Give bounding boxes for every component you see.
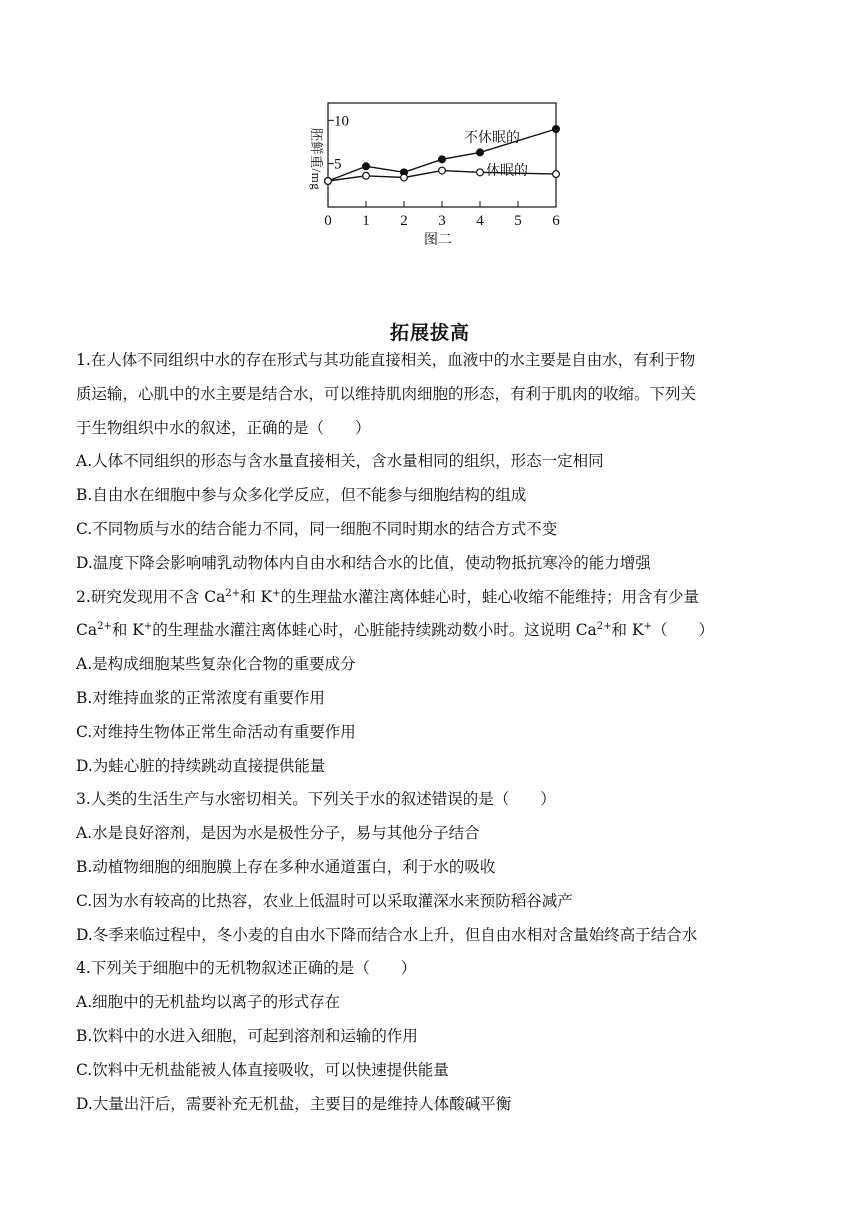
- stem-text: 的生理盐水灌注离体蛙心时，蛙心收缩不能维持；用含有少量: [280, 587, 699, 606]
- question-stem-line: 3.人类的生活生产与水密切相关。下列关于水的叙述错误的是（ ）: [76, 790, 556, 809]
- data-point-series-1: [553, 171, 560, 178]
- question-stem-line: [76, 581, 776, 615]
- x-tick-label: 2: [400, 213, 408, 229]
- option-d: D.大量出汗后，需要补充无机盐，主要目的是维持人体酸碱平衡: [76, 1094, 512, 1113]
- data-point-series-0: [553, 126, 560, 133]
- question-2: [76, 581, 776, 784]
- question-stem-line: [76, 614, 776, 648]
- y-tick-label: 5: [334, 156, 342, 173]
- stem-text: 2.研究发现用不含 Ca: [76, 587, 226, 606]
- option-b: B.对维持血浆的正常浓度有重要作用: [76, 688, 325, 707]
- option-a: A.细胞中的无机盐均以离子的形式存在: [76, 993, 341, 1012]
- y-axis-label: 胚鲜重/mg: [309, 128, 324, 191]
- question-list: [76, 344, 776, 1121]
- data-point-series-0: [477, 149, 484, 156]
- embryo-weight-chart: [290, 100, 570, 260]
- data-point-series-1: [363, 172, 370, 179]
- x-tick-label: 5: [514, 213, 522, 229]
- x-tick-label: 6: [552, 213, 560, 229]
- option-a: A.水是良好溶剂，是因为水是极性分子，易与其他分子结合: [76, 824, 480, 843]
- option-b: B.自由水在细胞中参与众多化学反应，但不能参与细胞结构的组成: [76, 486, 527, 505]
- chart-caption: 图二: [424, 233, 452, 248]
- option-a: A.人体不同组织的形态与含水量直接相关，含水量相同的组织，形态一定相同: [76, 452, 604, 471]
- question-stem-line: 1.在人体不同组织中水的存在形式与其功能直接相关，血液中的水主要是自由水，有利于物: [76, 351, 696, 369]
- question-4: [76, 952, 776, 1121]
- stem-text: Ca: [76, 621, 98, 640]
- option-b: B.饮料中的水进入细胞，可起到溶剂和运输的作用: [76, 1026, 418, 1045]
- stem-text: 的生理盐水灌注离体蛙心时，心脏能持续跳动数小时。这说明 Ca: [152, 621, 597, 640]
- option-c: C.饮料中无机盐能被人体直接吸收，可以快速提供能量: [76, 1060, 449, 1079]
- charge-superscript: 2+: [596, 621, 612, 633]
- stem-text: 和 K: [111, 621, 144, 640]
- data-point-series-1: [325, 178, 332, 185]
- option-c: C.不同物质与水的结合能力不同，同一细胞不同时期水的结合方式不变: [76, 519, 558, 538]
- question-stem-line: 质运输，心肌中的水主要是结合水，可以维持肌肉细胞的形态，有利于肌肉的收缩。下列关: [76, 384, 697, 403]
- charge-superscript: 2+: [225, 587, 241, 599]
- option-a: A.是构成细胞某些复杂化合物的重要成分: [76, 655, 356, 674]
- section-title: 拓展拔高: [389, 322, 470, 344]
- data-point-series-1: [401, 174, 408, 181]
- series-label-not-dormant: 不休眠的: [464, 131, 520, 146]
- question-1: [76, 344, 776, 581]
- option-c: C.对维持生物体正常生命活动有重要作用: [76, 722, 356, 741]
- series-label-dormant: 休眠的: [486, 164, 528, 179]
- option-d: D.温度下降会影响哺乳动物体内自由水和结合水的比值，使动物抵抗寒冷的能力增强: [76, 553, 651, 572]
- data-point-series-0: [439, 156, 446, 163]
- y-tick-label: 10: [334, 113, 349, 130]
- x-axis-ticks: [324, 201, 560, 229]
- x-tick-label: 0: [324, 213, 332, 229]
- x-tick-label: 1: [362, 213, 370, 229]
- question-stem-line: 4.下列关于细胞中的无机物叙述正确的是（ ）: [76, 959, 417, 978]
- stem-text: （ ）: [651, 621, 714, 640]
- x-tick-label: 3: [438, 213, 446, 229]
- question-3: [76, 783, 776, 952]
- charge-superscript: 2+: [97, 621, 112, 633]
- data-point-series-0: [363, 163, 370, 170]
- charge-superscript: +: [143, 621, 153, 633]
- data-point-series-1: [477, 169, 484, 176]
- option-d: D.为蛙心脏的持续跳动直接提供能量: [76, 756, 326, 775]
- data-point-series-1: [439, 167, 446, 174]
- charge-superscript: +: [643, 621, 652, 633]
- charge-superscript: +: [272, 587, 281, 599]
- question-stem-line: 于生物组织中水的叙述，正确的是（ ）: [76, 418, 371, 437]
- stem-text: 和 K: [240, 587, 273, 606]
- y-axis-ticks: [328, 113, 349, 172]
- option-d: D.冬季来临过程中，冬小麦的自由水下降而结合水上升，但自由水相对含量始终高于结合水: [76, 925, 698, 944]
- option-c: C.因为水有较高的比热容，农业上低温时可以采取灌深水来预防稻谷减产: [76, 891, 573, 910]
- plot-frame: [328, 103, 556, 207]
- x-tick-label: 4: [476, 213, 484, 229]
- stem-text: 和 K: [611, 621, 644, 640]
- option-b: B.动植物细胞的细胞膜上存在多种水通道蛋白，利于水的吸收: [76, 857, 496, 876]
